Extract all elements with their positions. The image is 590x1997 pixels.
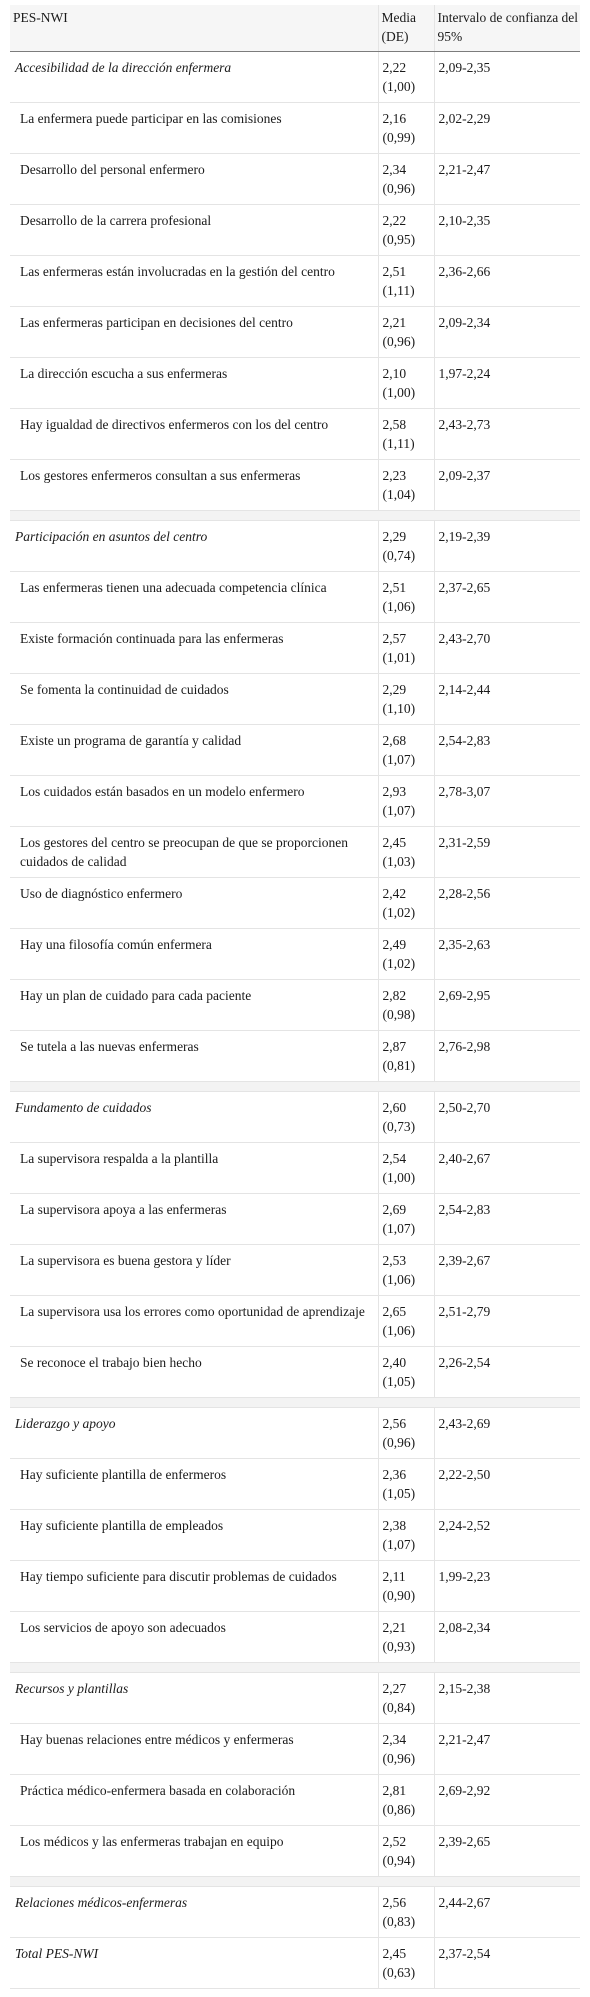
- sd-value: (0,73): [382, 1118, 416, 1134]
- ci-value: 2,35-2,63: [434, 928, 580, 979]
- item-label: La supervisora respalda a la plantilla: [10, 1142, 378, 1193]
- section-label: Accesibilidad de la dirección enfermera: [10, 51, 378, 102]
- mean-sd-cell: [378, 1672, 434, 1723]
- mean-sd-cell: [378, 459, 434, 510]
- mean-value: 2,56: [382, 1415, 407, 1431]
- item-row: [10, 1560, 580, 1611]
- mean-value: 2,40: [382, 1354, 407, 1370]
- mean-value: 2,54: [382, 1150, 407, 1166]
- sd-value: (1,00): [382, 1169, 416, 1185]
- mean-sd-cell: [378, 1295, 434, 1346]
- sd-value: (0,96): [382, 333, 416, 349]
- ci-value: 2,43-2,73: [434, 408, 580, 459]
- section-row: [10, 51, 580, 102]
- ci-value: 2,31-2,59: [434, 826, 580, 877]
- item-label: Hay una filosofía común enfermera: [10, 928, 378, 979]
- mean-value: 2,22: [382, 212, 407, 228]
- item-label: Las enfermeras participan en decisiones del centro: [10, 306, 378, 357]
- mean-value: 2,81: [382, 1782, 407, 1798]
- header-confidence-interval: Intervalo de confianza del 95%: [434, 5, 580, 51]
- ci-value: 2,08-2,34: [434, 1611, 580, 1662]
- ci-value: 2,10-2,35: [434, 204, 580, 255]
- item-row: [10, 673, 580, 724]
- item-row: [10, 102, 580, 153]
- item-label: La supervisora es buena gestora y líder: [10, 1244, 378, 1295]
- mean-sd-cell: [378, 571, 434, 622]
- item-row: [10, 1244, 580, 1295]
- section-row: [10, 1091, 580, 1142]
- item-label: Hay buenas relaciones entre médicos y enfermeras: [10, 1723, 378, 1774]
- mean-value: 2,42: [382, 885, 407, 901]
- ci-value: 2,37-2,65: [434, 571, 580, 622]
- item-label: Práctica médico-enfermera basada en colaboración: [10, 1774, 378, 1825]
- item-label: La supervisora usa los errores como oportunidad de aprendizaje: [10, 1295, 378, 1346]
- mean-sd-cell: [378, 1346, 434, 1397]
- mean-sd-cell: [378, 520, 434, 571]
- mean-sd-cell: [378, 1193, 434, 1244]
- ci-value: 2,36-2,66: [434, 255, 580, 306]
- mean-value: 2,57: [382, 630, 407, 646]
- mean-value: 2,21: [382, 314, 407, 330]
- mean-sd-cell: [378, 357, 434, 408]
- mean-value: 2,45: [382, 834, 407, 850]
- ci-value: 2,69-2,92: [434, 1774, 580, 1825]
- spacer-cell: [10, 1081, 580, 1091]
- item-label: Los gestores enfermeros consultan a sus enfermeras: [10, 459, 378, 510]
- section-row: [10, 520, 580, 571]
- item-label: Hay un plan de cuidado para cada paciente: [10, 979, 378, 1030]
- sd-value: (0,94): [382, 1852, 416, 1868]
- ci-value: 2,19-2,39: [434, 520, 580, 571]
- sd-value: (0,95): [382, 231, 416, 247]
- sd-value: (1,06): [382, 1271, 416, 1287]
- sd-value: (1,06): [382, 598, 416, 614]
- item-label: La supervisora apoya a las enfermeras: [10, 1193, 378, 1244]
- sd-value: (1,01): [382, 649, 416, 665]
- mean-value: 2,52: [382, 1833, 407, 1849]
- mean-value: 2,49: [382, 936, 407, 952]
- item-row: [10, 1142, 580, 1193]
- header-pes-nwi: PES-NWI: [10, 5, 378, 51]
- mean-sd-cell: [378, 1244, 434, 1295]
- ci-value: 2,26-2,54: [434, 1346, 580, 1397]
- item-row: [10, 826, 580, 877]
- spacer-cell: [10, 1397, 580, 1407]
- ci-value: 2,21-2,47: [434, 153, 580, 204]
- mean-sd-cell: [378, 928, 434, 979]
- item-row: [10, 1030, 580, 1081]
- sd-value: (1,11): [382, 282, 415, 298]
- sd-value: (0,63): [382, 1964, 416, 1980]
- mean-value: 2,11: [382, 1568, 406, 1584]
- mean-value: 2,22: [382, 59, 407, 75]
- item-row: [10, 877, 580, 928]
- mean-value: 2,51: [382, 579, 407, 595]
- table-body: [10, 51, 580, 1988]
- mean-sd-cell: [378, 1407, 434, 1458]
- sd-value: (1,00): [382, 384, 416, 400]
- ci-value: 2,22-2,50: [434, 1458, 580, 1509]
- ci-value: 2,50-2,70: [434, 1091, 580, 1142]
- item-row: [10, 724, 580, 775]
- mean-value: 2,16: [382, 110, 407, 126]
- item-row: [10, 357, 580, 408]
- spacer-cell: [10, 1876, 580, 1886]
- mean-sd-cell: [378, 204, 434, 255]
- item-row: [10, 571, 580, 622]
- mean-sd-cell: [378, 775, 434, 826]
- mean-sd-cell: [378, 1458, 434, 1509]
- sd-value: (1,04): [382, 486, 416, 502]
- mean-sd-cell: [378, 153, 434, 204]
- item-label: Se reconoce el trabajo bien hecho: [10, 1346, 378, 1397]
- ci-value: 2,15-2,38: [434, 1672, 580, 1723]
- mean-value: 2,34: [382, 1731, 407, 1747]
- sd-value: (0,93): [382, 1638, 416, 1654]
- item-label: Los médicos y las enfermeras trabajan en equipo: [10, 1825, 378, 1876]
- pes-nwi-table: [10, 5, 580, 1989]
- mean-sd-cell: [378, 1886, 434, 1937]
- mean-value: 2,10: [382, 365, 407, 381]
- sd-value: (0,84): [382, 1699, 416, 1715]
- mean-value: 2,58: [382, 416, 407, 432]
- item-row: [10, 775, 580, 826]
- mean-sd-cell: [378, 408, 434, 459]
- ci-value: 2,37-2,54: [434, 1937, 580, 1988]
- section-row: [10, 1407, 580, 1458]
- spacer-cell: [10, 510, 580, 520]
- mean-value: 2,36: [382, 1466, 407, 1482]
- item-label: Los gestores del centro se preocupan de que se proporcionen cuidados de calidad: [10, 826, 378, 877]
- ci-value: 2,21-2,47: [434, 1723, 580, 1774]
- sd-value: (1,02): [382, 904, 416, 920]
- mean-sd-cell: [378, 979, 434, 1030]
- sd-value: (0,96): [382, 1434, 416, 1450]
- mean-value: 2,45: [382, 1945, 407, 1961]
- sd-value: (1,02): [382, 955, 416, 971]
- mean-value: 2,68: [382, 732, 407, 748]
- item-row: [10, 1611, 580, 1662]
- sd-value: (0,86): [382, 1801, 416, 1817]
- ci-value: 2,28-2,56: [434, 877, 580, 928]
- ci-value: 2,69-2,95: [434, 979, 580, 1030]
- sd-value: (1,07): [382, 802, 416, 818]
- section-label: Relaciones médicos-enfermeras: [10, 1886, 378, 1937]
- item-label: Se fomenta la continuidad de cuidados: [10, 673, 378, 724]
- sd-value: (0,96): [382, 180, 416, 196]
- sd-value: (1,10): [382, 700, 416, 716]
- item-label: Los cuidados están basados en un modelo enfermero: [10, 775, 378, 826]
- item-label: La enfermera puede participar en las comisiones: [10, 102, 378, 153]
- section-spacer: [10, 510, 580, 520]
- ci-value: 2,40-2,67: [434, 1142, 580, 1193]
- ci-value: 2,39-2,65: [434, 1825, 580, 1876]
- item-row: [10, 306, 580, 357]
- sd-value: (1,03): [382, 853, 416, 869]
- item-row: [10, 255, 580, 306]
- sd-value: (0,98): [382, 1006, 416, 1022]
- ci-value: 2,51-2,79: [434, 1295, 580, 1346]
- item-label: Uso de diagnóstico enfermero: [10, 877, 378, 928]
- mean-sd-cell: [378, 1091, 434, 1142]
- mean-sd-cell: [378, 1560, 434, 1611]
- item-label: Hay tiempo suficiente para discutir problemas de cuidados: [10, 1560, 378, 1611]
- mean-sd-cell: [378, 1825, 434, 1876]
- sd-value: (0,90): [382, 1587, 416, 1603]
- header-media-de: Media (DE): [378, 5, 434, 51]
- mean-sd-cell: [378, 877, 434, 928]
- sd-value: (0,81): [382, 1057, 416, 1073]
- section-label: Participación en asuntos del centro: [10, 520, 378, 571]
- sd-value: (0,99): [382, 129, 416, 145]
- mean-value: 2,82: [382, 987, 407, 1003]
- mean-value: 2,60: [382, 1099, 407, 1115]
- item-row: [10, 1825, 580, 1876]
- item-label: Las enfermeras están involucradas en la gestión del centro: [10, 255, 378, 306]
- item-row: [10, 1723, 580, 1774]
- item-label: Los servicios de apoyo son adecuados: [10, 1611, 378, 1662]
- mean-value: 2,53: [382, 1252, 407, 1268]
- ci-value: 2,43-2,70: [434, 622, 580, 673]
- ci-value: 2,39-2,67: [434, 1244, 580, 1295]
- section-label: Fundamento de cuidados: [10, 1091, 378, 1142]
- section-label: Recursos y plantillas: [10, 1672, 378, 1723]
- sd-value: (0,74): [382, 547, 416, 563]
- mean-value: 2,38: [382, 1517, 407, 1533]
- mean-sd-cell: [378, 1774, 434, 1825]
- ci-value: 2,09-2,37: [434, 459, 580, 510]
- ci-value: 2,24-2,52: [434, 1509, 580, 1560]
- ci-value: 1,97-2,24: [434, 357, 580, 408]
- ci-value: 1,99-2,23: [434, 1560, 580, 1611]
- sd-value: (0,83): [382, 1913, 416, 1929]
- section-label: Total PES-NWI: [10, 1937, 378, 1988]
- item-label: Hay suficiente plantilla de enfermeros: [10, 1458, 378, 1509]
- mean-sd-cell: [378, 102, 434, 153]
- item-label: Se tutela a las nuevas enfermeras: [10, 1030, 378, 1081]
- mean-sd-cell: [378, 306, 434, 357]
- item-label: Hay igualdad de directivos enfermeros con los del centro: [10, 408, 378, 459]
- item-row: [10, 1295, 580, 1346]
- mean-value: 2,21: [382, 1619, 407, 1635]
- item-row: [10, 459, 580, 510]
- mean-value: 2,69: [382, 1201, 407, 1217]
- item-row: [10, 204, 580, 255]
- mean-sd-cell: [378, 1611, 434, 1662]
- mean-sd-cell: [378, 255, 434, 306]
- sd-value: (1,07): [382, 751, 416, 767]
- section-spacer: [10, 1662, 580, 1672]
- mean-sd-cell: [378, 1030, 434, 1081]
- item-row: [10, 1346, 580, 1397]
- ci-value: 2,14-2,44: [434, 673, 580, 724]
- mean-value: 2,29: [382, 681, 407, 697]
- mean-sd-cell: [378, 1142, 434, 1193]
- mean-value: 2,65: [382, 1303, 407, 1319]
- item-row: [10, 1193, 580, 1244]
- sd-value: (1,05): [382, 1485, 416, 1501]
- mean-value: 2,34: [382, 161, 407, 177]
- ci-value: 2,44-2,67: [434, 1886, 580, 1937]
- item-row: [10, 928, 580, 979]
- section-row: [10, 1672, 580, 1723]
- mean-sd-cell: [378, 622, 434, 673]
- item-row: [10, 153, 580, 204]
- mean-sd-cell: [378, 673, 434, 724]
- sd-value: (1,07): [382, 1536, 416, 1552]
- mean-value: 2,87: [382, 1038, 407, 1054]
- item-row: [10, 408, 580, 459]
- mean-sd-cell: [378, 1723, 434, 1774]
- mean-value: 2,23: [382, 467, 407, 483]
- ci-value: 2,76-2,98: [434, 1030, 580, 1081]
- section-label: Liderazgo y apoyo: [10, 1407, 378, 1458]
- mean-sd-cell: [378, 1937, 434, 1988]
- mean-sd-cell: [378, 724, 434, 775]
- section-row: [10, 1937, 580, 1988]
- ci-value: 2,09-2,34: [434, 306, 580, 357]
- mean-sd-cell: [378, 51, 434, 102]
- section-spacer: [10, 1876, 580, 1886]
- section-row: [10, 1886, 580, 1937]
- item-label: Hay suficiente plantilla de empleados: [10, 1509, 378, 1560]
- item-label: Desarrollo del personal enfermero: [10, 153, 378, 204]
- spacer-cell: [10, 1662, 580, 1672]
- item-row: [10, 1774, 580, 1825]
- mean-value: 2,51: [382, 263, 407, 279]
- item-label: Las enfermeras tienen una adecuada competencia clínica: [10, 571, 378, 622]
- section-spacer: [10, 1397, 580, 1407]
- mean-value: 2,56: [382, 1894, 407, 1910]
- mean-value: 2,29: [382, 528, 407, 544]
- mean-value: 2,27: [382, 1680, 407, 1696]
- item-row: [10, 1509, 580, 1560]
- item-label: Existe formación continuada para las enfermeras: [10, 622, 378, 673]
- item-label: Desarrollo de la carrera profesional: [10, 204, 378, 255]
- ci-value: 2,43-2,69: [434, 1407, 580, 1458]
- item-label: Existe un programa de garantía y calidad: [10, 724, 378, 775]
- sd-value: (1,07): [382, 1220, 416, 1236]
- sd-value: (1,06): [382, 1322, 416, 1338]
- item-row: [10, 979, 580, 1030]
- sd-value: (0,96): [382, 1750, 416, 1766]
- section-spacer: [10, 1081, 580, 1091]
- item-label: La dirección escucha a sus enfermeras: [10, 357, 378, 408]
- sd-value: (1,05): [382, 1373, 416, 1389]
- sd-value: (1,00): [382, 78, 416, 94]
- item-row: [10, 1458, 580, 1509]
- item-row: [10, 622, 580, 673]
- mean-value: 2,93: [382, 783, 407, 799]
- sd-value: (1,11): [382, 435, 415, 451]
- table-header: [10, 5, 580, 51]
- mean-sd-cell: [378, 1509, 434, 1560]
- mean-sd-cell: [378, 826, 434, 877]
- ci-value: 2,54-2,83: [434, 1193, 580, 1244]
- ci-value: 2,09-2,35: [434, 51, 580, 102]
- ci-value: 2,54-2,83: [434, 724, 580, 775]
- ci-value: 2,78-3,07: [434, 775, 580, 826]
- ci-value: 2,02-2,29: [434, 102, 580, 153]
